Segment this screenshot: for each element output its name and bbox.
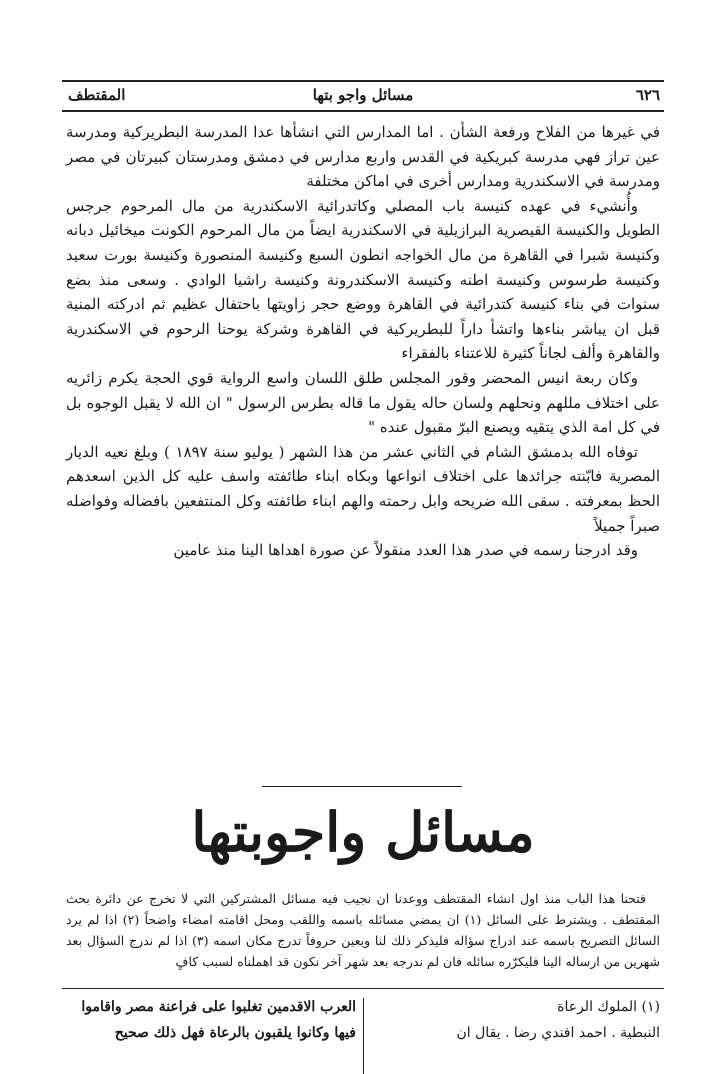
question-left-column — [66, 994, 356, 1046]
question-text-line: فيها وكانوا يلقبون بالرعاة فهل ذلك صحيح — [114, 1025, 356, 1041]
question-text-line: العرب الاقدمين تغلبوا على فراعنة مصر واقاموا — [81, 999, 356, 1015]
intro-paragraph: فتحنا هذا الباب منذ اول انشاء المقتطف ووعدنا ان نجيب فيه مسائل المشتركين التي لا تخرج عن دائرة بحث المقتطف . ويشترط على السائل (١) ان يمضي مسائله باسمه واللقب ومحل اقامته امضاء واضحاً (٢) اذا لم يرد السائل التصريح باسمه عند ادراج سؤاله فليذكر ذلك لنا ويعين حروفاً تدرج مكان اسمه (٣) اذا لم ندرج السؤال بعد شهرين من ارساله الينا فليكرّره سائله فان لم ندرجه بعد شهر آخر نكون قد اهملناه لسبب كافٍ — [66, 891, 660, 969]
paragraph: توفاه الله بدمشق الشام في الثاني عشر من هذا الشهر ( يوليو سنة ١٨٩٧ ) وبلغ نعيه الديار المصرية فابّنته جرائدها على اختلاف انواعها وبكاه ابناء طائفته واسف عليه كل الذين اسعدهم الحظ بمعرفته . سقى الله ضريحه وابل رحمته والهم ابناء طائفته وكل المنتفعين بافضاله وفواضله صبراً جميلاً — [66, 442, 660, 535]
page-header — [62, 80, 664, 112]
paragraph: في غيرها من الفلاح ورفعة الشأن . اما المدارس التي انشأها عدا المدرسة البطريركية ومدرسة عين تراز فهي مدرسة كبريكية في القدس واربع مدارس في دمشق ومدرستان كبيرتان في مصر ومدرسة في الاسكندرية ومدارس أخرى في اماكن مختلفة — [66, 123, 660, 191]
question-right-column — [370, 994, 660, 1046]
question-heading: الملوك الرعاة — [557, 999, 638, 1015]
column-divider-top — [62, 988, 664, 989]
column-separator — [363, 998, 364, 1074]
section-title: مسائل واجوبتها — [191, 800, 535, 864]
journal-name: المقتطف — [68, 86, 126, 104]
paragraph: وأُنشيء في عهده كنيسة باب المصلي وكاتدرائية الاسكندرية من مال المرحوم جرجس الطويل والكنيسة القيصرية البرازيلية في الاسكندرية ايضاً من مال المرحوم الكونت ميخائيل دبانه وكنيسة شبرا في القاهرة من مال الخواجه انطون السبع وكنيسة المنصورة وكنيسة بورت سعيد وكنيسة طرسوس وكنيسة اطنه وكنيسة الاسكندرونة وكنيسة راشيا الوادي . وسعى منذ بضع سنوات في بناء كنيسة كتدرائية في القاهرة ووضع حجر زاويتها باحتفال عظيم ثم ادركته المنية قبل ان يباشر بناءها واتشأ داراً للبطريركية في القاهرة وشركة يوحنا الرحوم في الاسكندرية والقاهرة وألف لجاناً كثيرة للاعتناء بالفقراء — [66, 196, 660, 363]
question-heading-line — [370, 994, 660, 1020]
running-title: مسائل واجو بتها — [312, 86, 414, 104]
section-intro — [66, 888, 660, 972]
paragraph: وكان ربعة انيس المحضر وقور المجلس طلق اللسان واسع الرواية قوي الحجة يكرم زائريه على اختلاف مللهم ونحلهم ولسان حاله يقول ما قاله بطرس الرسول " ان الله لا يقبل الوجوه بل في كل امة الذي يتقيه ويصنع البرّ مقبول عنده " — [66, 368, 660, 437]
page-number: ٦٢٦ — [635, 86, 660, 104]
document-page — [62, 80, 664, 1041]
article-body — [66, 120, 660, 563]
question-text-line: النبطية . احمد افندي رضا . يقال ان — [456, 1025, 660, 1041]
question-number: (١) — [641, 999, 660, 1015]
paragraph: وقد ادرجنا رسمه في صدر هذا العدد منقولاً عن صورة اهداها الينا منذ عامين — [173, 541, 638, 560]
section-rule — [262, 786, 462, 787]
